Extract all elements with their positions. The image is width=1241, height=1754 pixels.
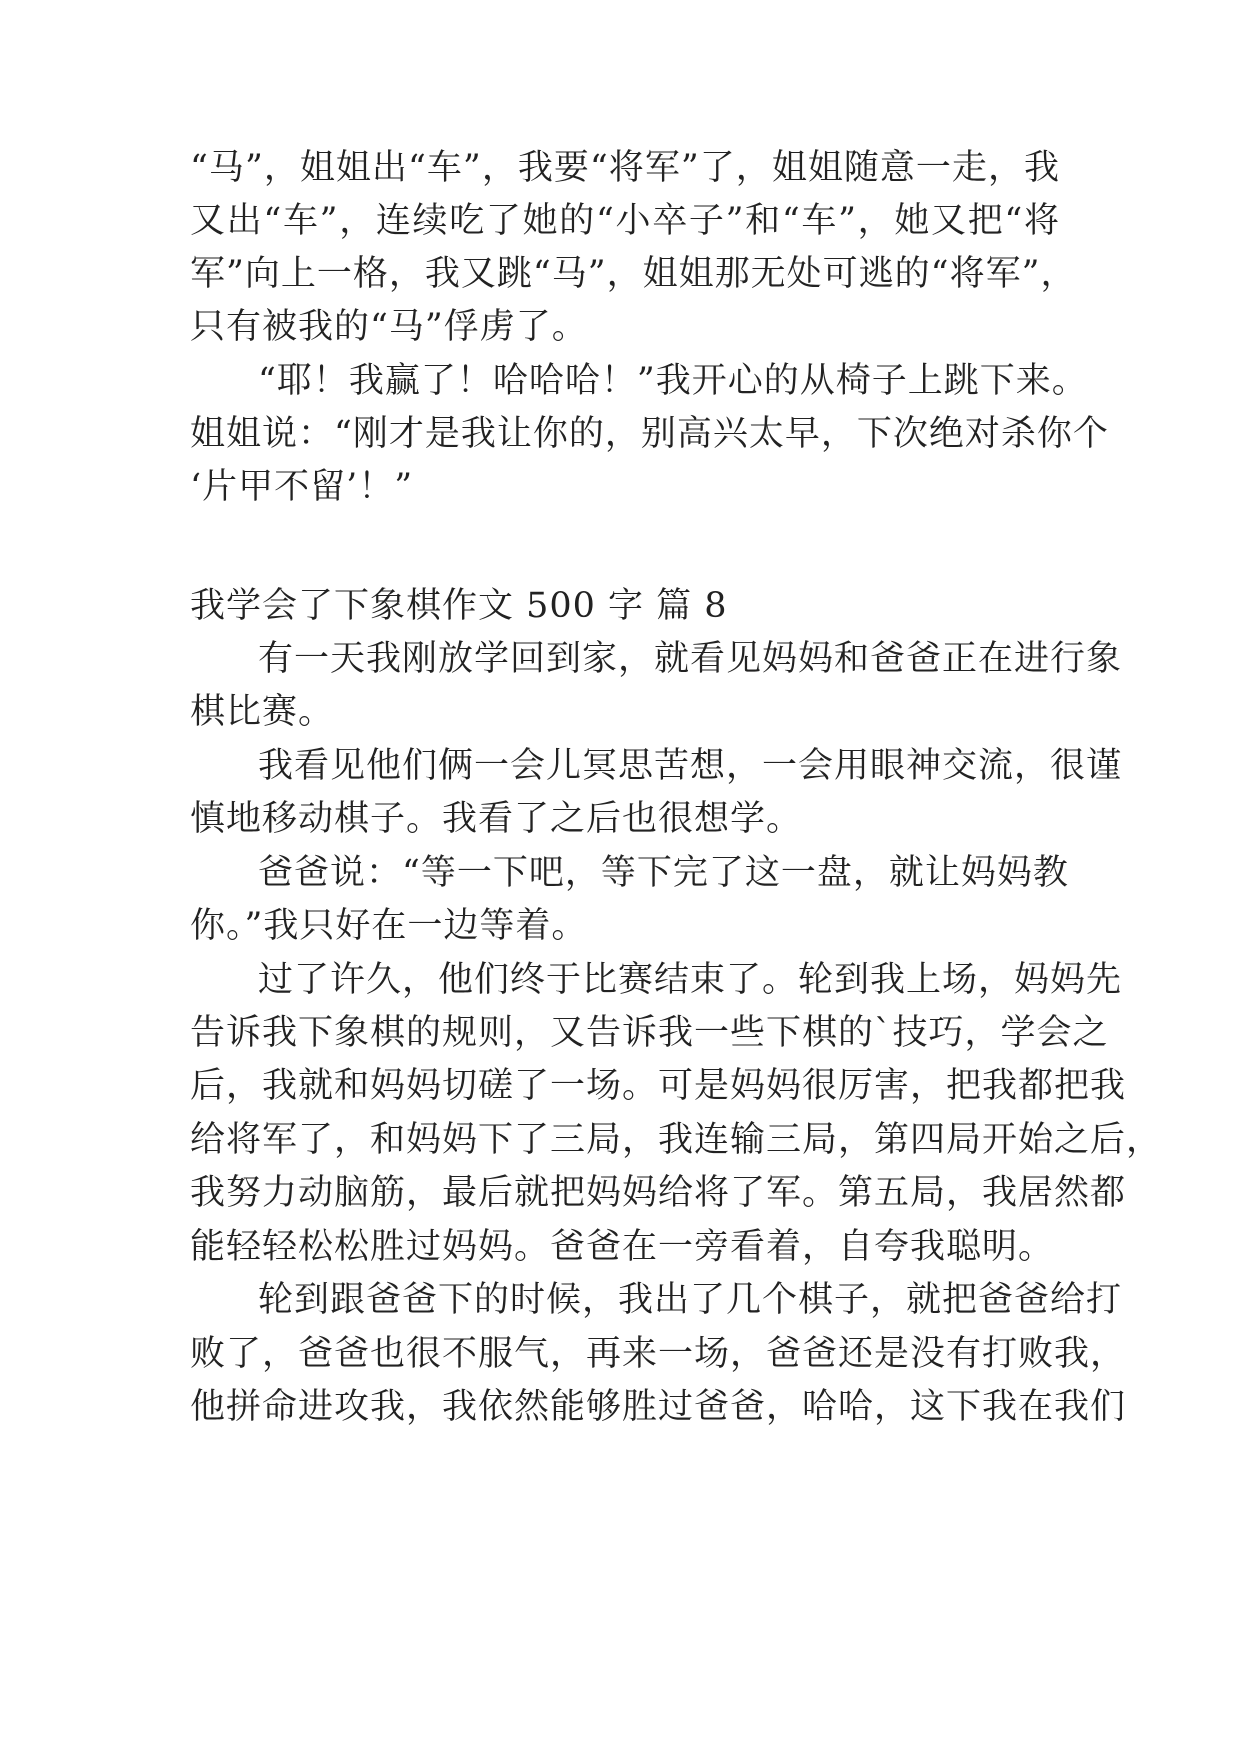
text-line: 姐姐说：“刚才是我让你的，别高兴太早，下次绝对杀你个 <box>190 414 1109 454</box>
text-line: 给将军了，和妈妈下了三局，我连输三局，第四局开始之后， <box>190 1120 1163 1160</box>
text-line: 告诉我下象棋的规则，又告诉我一些下棋的`技巧，学会之 <box>190 1013 1109 1053</box>
text-line: 你。”我只好在一边等着。 <box>190 906 588 946</box>
text-line: 爸爸说：“等一下吧，等下完了这一盘，就让妈妈教 <box>258 853 1069 893</box>
text-line: 他拼命进攻我，我依然能够胜过爸爸，哈哈，这下我在我们 <box>190 1387 1127 1427</box>
text-line: 后，我就和妈妈切磋了一场。可是妈妈很厉害，把我都把我 <box>190 1066 1127 1106</box>
text-line: 又出“车”，连续吃了她的“小卒子”和“车”，她又把“将 <box>190 201 1060 241</box>
text-line: 慎地移动棋子。我看了之后也很想学。 <box>190 799 803 839</box>
text-line: 有一天我刚放学回到家，就看见妈妈和爸爸正在进行象 <box>258 639 1123 679</box>
text-line: 我努力动脑筋，最后就把妈妈给将了军。第五局，我居然都 <box>190 1173 1127 1213</box>
text-line: “耶！我赢了！哈哈哈！”我开心的从椅子上跳下来。 <box>258 361 1088 401</box>
text-line: 过了许久，他们终于比赛结束了。轮到我上场，妈妈先 <box>258 960 1123 1000</box>
text-line: 军”向上一格，我又跳“马”，姐姐那无处可逃的“将军”， <box>190 254 1077 294</box>
text-line: ‘片甲不留’！” <box>190 467 414 507</box>
text-line: 轮到跟爸爸下的时候，我出了几个棋子，就把爸爸给打 <box>258 1280 1123 1320</box>
text-line: “马”，姐姐出“车”，我要“将军”了，姐姐随意一走，我 <box>190 148 1060 188</box>
text-line: 棋比赛。 <box>190 692 335 732</box>
text-line: 败了，爸爸也很不服气，再来一场，爸爸还是没有打败我， <box>190 1334 1127 1374</box>
section-heading: 我学会了下象棋作文 500 字 篇 8 <box>190 586 728 626</box>
text-line: 只有被我的“马”俘虏了。 <box>190 307 588 347</box>
text-line: 我看见他们俩一会儿冥思苦想，一会用眼神交流，很谨 <box>258 746 1123 786</box>
text-line: 能轻轻松松胜过妈妈。爸爸在一旁看着，自夸我聪明。 <box>190 1227 1055 1267</box>
